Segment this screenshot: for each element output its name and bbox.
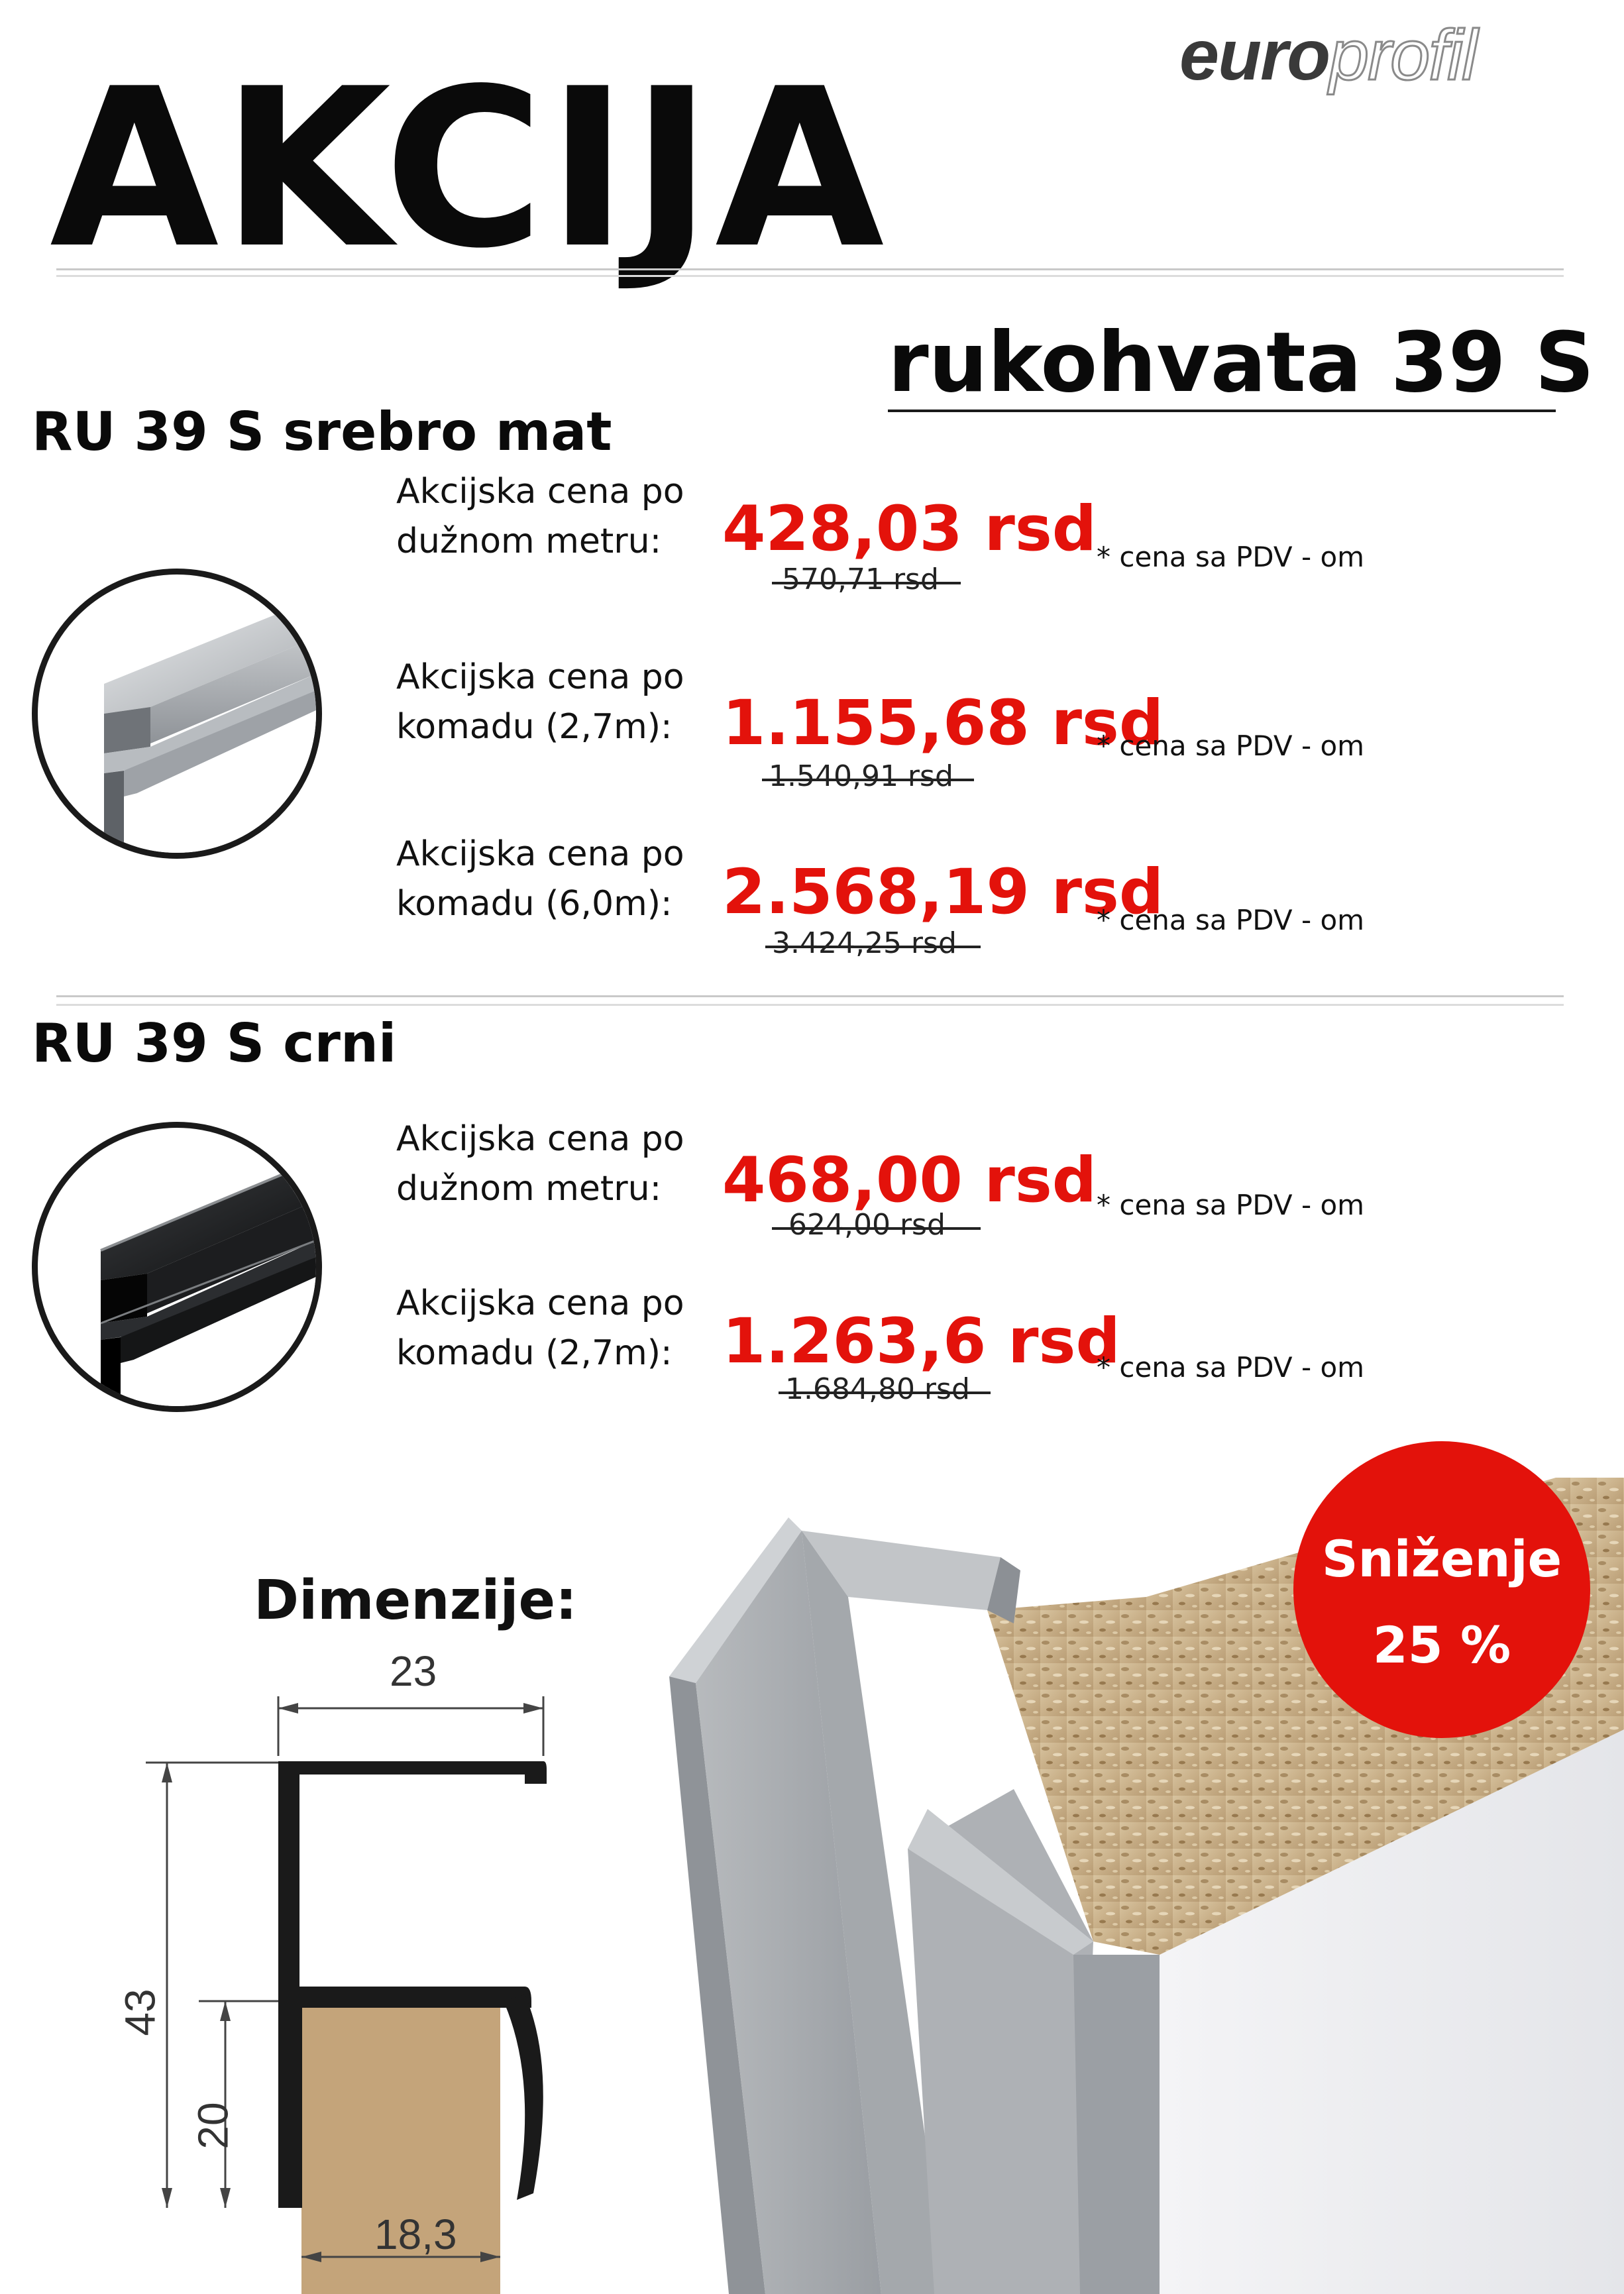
divider-top-2 — [56, 275, 1564, 277]
dimension-drawing — [116, 1670, 596, 2294]
black-profile-image — [32, 1122, 322, 1412]
section-title-black: RU 39 S crni — [32, 1012, 397, 1074]
discount-badge-label: Sniženje — [1321, 1529, 1562, 1588]
logo-profil-text: profil — [1329, 15, 1477, 95]
old-price-strikethrough — [772, 1227, 981, 1230]
silver-profile-image — [32, 569, 322, 859]
offer-price: 1.263,6 rsd — [722, 1305, 1120, 1378]
dimension-inner-height: 20 — [189, 2102, 237, 2150]
offer-old-price: 3.424,25 rsd — [772, 926, 957, 960]
vat-note: * cena sa PDV - om — [1097, 904, 1365, 936]
europrofil-logo — [1179, 13, 1590, 95]
offer-price: 1.155,68 rsd — [722, 687, 1164, 759]
vat-note: * cena sa PDV - om — [1097, 541, 1365, 573]
black-profile-illustration — [38, 1128, 316, 1406]
dimension-board-width: 18,3 — [374, 2211, 457, 2258]
old-price-strikethrough — [779, 1392, 991, 1394]
vat-note: * cena sa PDV - om — [1097, 1351, 1365, 1384]
vat-note: * cena sa PDV - om — [1097, 1189, 1365, 1221]
offer-label: Akcijska cena po komadu (2,7m): — [396, 657, 684, 747]
dimension-width: 23 — [390, 1647, 437, 1695]
section-title-silver: RU 39 S srebro mat — [32, 401, 612, 463]
logo-euro-text: euro — [1179, 15, 1330, 95]
offer-old-price: 1.684,80 rsd — [785, 1372, 970, 1406]
offer-label: Akcijska cena po dužnom metru: — [396, 472, 684, 561]
vat-note: * cena sa PDV - om — [1097, 730, 1365, 762]
silver-profile-illustration — [38, 574, 316, 853]
offer-label: Akcijska cena po komadu (6,0m): — [396, 834, 684, 924]
offer-price: 2.568,19 rsd — [722, 856, 1164, 928]
discount-badge — [1293, 1441, 1590, 1738]
old-price-strikethrough — [762, 779, 974, 781]
offer-label: Akcijska cena po dužnom metru: — [396, 1119, 684, 1209]
offer-old-price: 624,00 rsd — [788, 1208, 946, 1242]
subtitle-underline — [888, 410, 1556, 412]
divider-middle-2 — [56, 1004, 1564, 1006]
dimensions-title: Dimenzije: — [254, 1569, 577, 1632]
old-price-strikethrough — [765, 946, 981, 948]
discount-badge-value: 25 % — [1372, 1615, 1511, 1674]
dimension-height: 43 — [116, 1989, 164, 2036]
old-price-strikethrough — [772, 582, 961, 584]
divider-middle — [56, 995, 1564, 997]
offer-price: 428,03 rsd — [722, 493, 1097, 565]
divider-top — [56, 268, 1564, 270]
page-subtitle: rukohvata 39 S — [888, 315, 1595, 411]
offer-old-price: 1.540,91 rsd — [769, 759, 953, 793]
offer-old-price: 570,71 rsd — [782, 563, 939, 596]
offer-label: Akcijska cena po komadu (2,7m): — [396, 1284, 684, 1373]
page-title: AKCIJA — [50, 42, 887, 296]
offer-price: 468,00 rsd — [722, 1144, 1097, 1217]
